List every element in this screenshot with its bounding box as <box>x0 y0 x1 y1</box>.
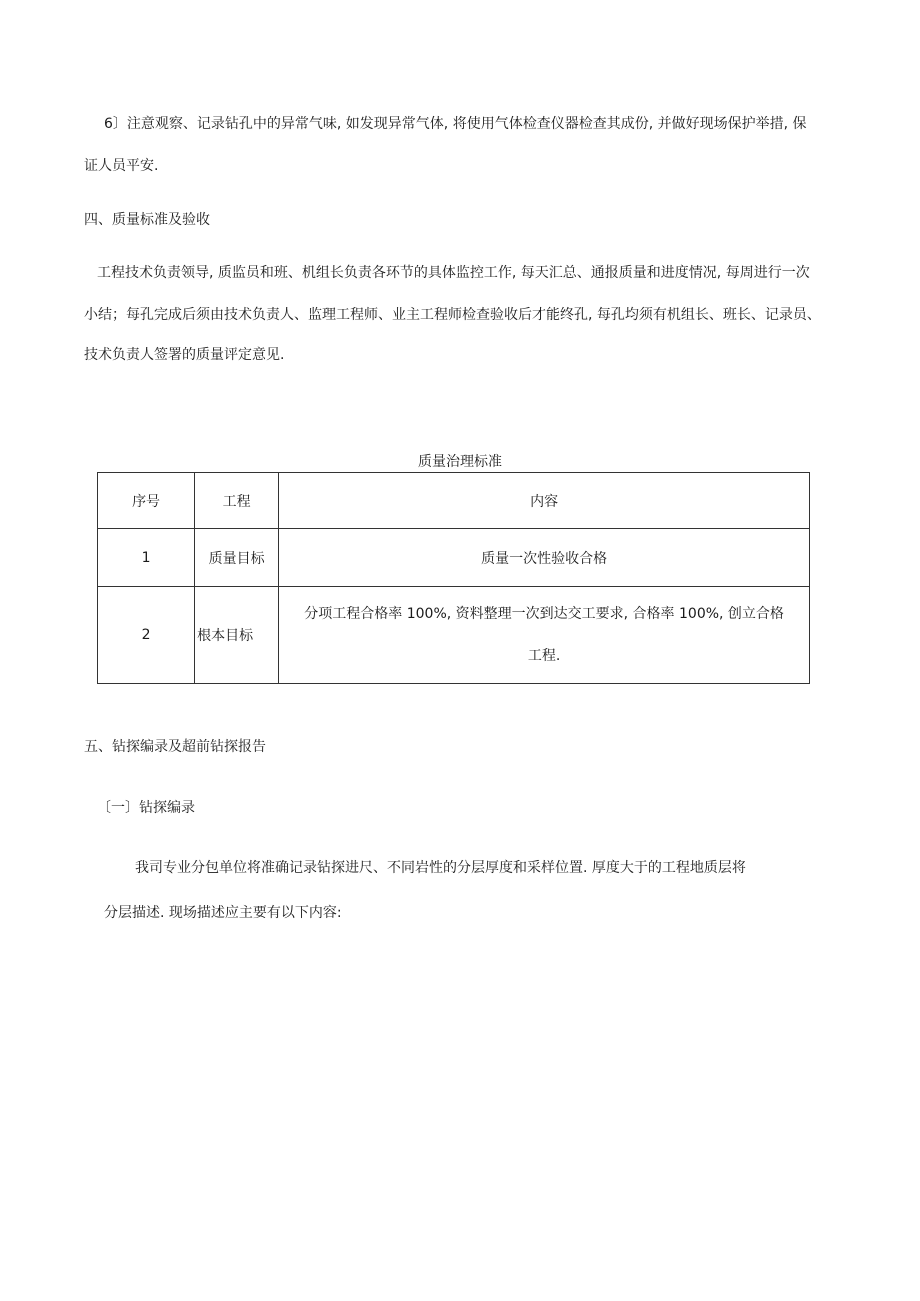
row1-no: 1 <box>98 529 195 587</box>
para2-line3: 技术负责人签署的质量评定意见. <box>84 347 285 363</box>
row2-item: 根本目标 <box>195 587 279 684</box>
table-row <box>98 529 810 587</box>
table-row <box>98 587 810 684</box>
header-item: 工程 <box>195 473 279 529</box>
table-header-row <box>98 473 810 529</box>
para3-line1: 我司专业分包单位将准确记录钻探进尺、不同岩性的分层厚度和采样位置. 厚度大于的工程地质层将 <box>135 860 746 876</box>
para1-line2: 证人员平安. <box>84 158 159 174</box>
subsection1-heading: 〔一〕钻探编录 <box>97 800 195 816</box>
section5-heading: 五、钻探编录及超前钻探报告 <box>84 739 266 755</box>
para1-line1: 6〕注意观察、记录钻孔中的异常气味, 如发现异常气体, 将使用气体检查仪器检查其成份, 并做好现场保护举措, 保 <box>104 116 807 132</box>
table-title: 质量治理标准 <box>418 454 502 470</box>
para2-line2: 小结；每孔完成后须由技术负责人、监理工程师、业主工程师检查验收后才能终孔, 每孔均须有机组长、班长、记录员、 <box>84 307 821 323</box>
header-no: 序号 <box>98 473 195 529</box>
row1-item: 质量目标 <box>195 529 279 587</box>
para2-line1: 工程技术负责领导, 质监员和班、机组长负责各环节的具体监控工作, 每天汇总、通报质量和进度情况, 每周进行一次 <box>97 265 810 281</box>
row2-content-line1: 分项工程合格率 100%, 资料整理一次到达交工要求, 合格率 100%, 创立合格 <box>304 606 784 622</box>
row2-no: 2 <box>98 587 195 684</box>
para3-line2: 分层描述. 现场描述应主要有以下内容: <box>104 905 342 921</box>
section4-heading: 四、质量标准及验收 <box>84 212 210 228</box>
row2-content-line2: 工程. <box>527 648 561 664</box>
quality-standard-table <box>97 472 810 684</box>
row1-content: 质量一次性验收合格 <box>279 529 810 587</box>
row2-content <box>279 587 810 684</box>
header-content: 内容 <box>279 473 810 529</box>
